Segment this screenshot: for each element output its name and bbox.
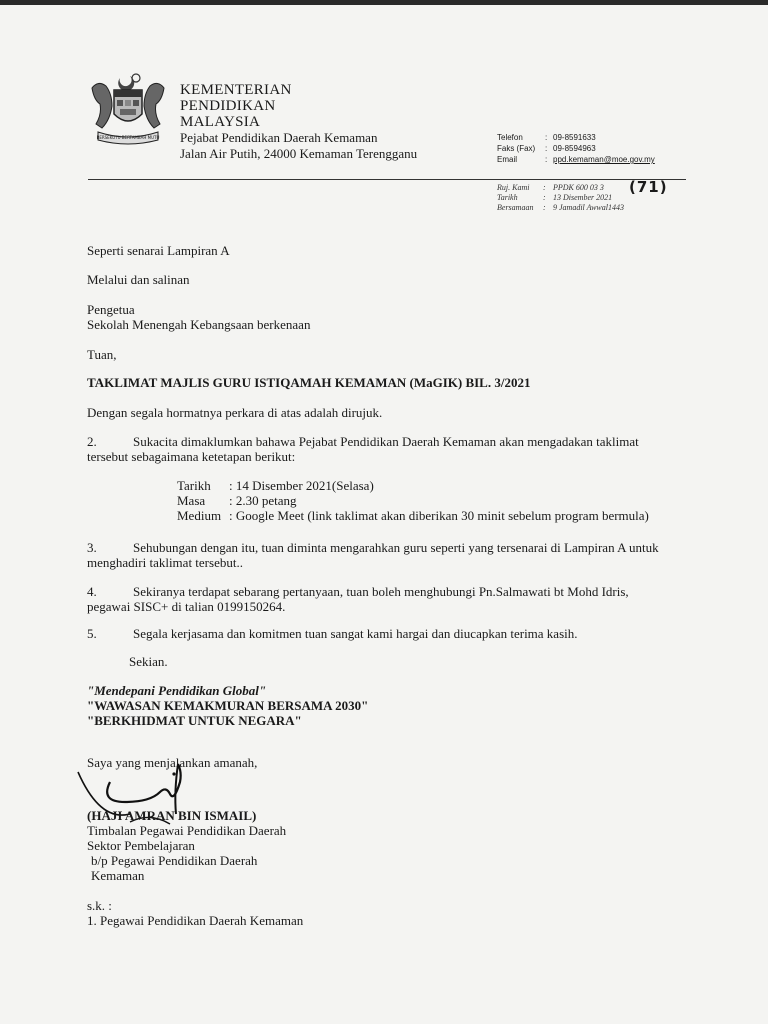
contact-fax: Faks (Fax) : 09-8594963 (497, 144, 596, 153)
addressee-title: Pengetua (87, 302, 135, 317)
cc-label: s.k. : (87, 898, 112, 913)
signatory-title: Timbalan Pegawai Pendidikan Daerah (87, 823, 287, 838)
reference-number: Ruj. Kami : PPDK 600 03 3 (497, 183, 604, 192)
paragraph-3-continuation: menghadiri taklimat tersebut.. (87, 555, 243, 570)
paragraph-5-text: Segala kerjasama dan komitmen tuan sangat kami hargai dan diucapkan terima kasih. (133, 626, 578, 641)
paragraph-2-number: 2. (87, 434, 97, 449)
contact-phone: Telefon : 09-8591633 (497, 133, 596, 142)
copy-line: Melalui dan salinan (87, 272, 190, 287)
motto-1: "Mendepani Pendidikan Global" (87, 683, 267, 698)
office-street: Jalan Air Putih, 24000 Kemaman Terengganu (180, 146, 418, 161)
office-name: Pejabat Pendidikan Daerah Kemaman (180, 130, 378, 145)
reference-hijri-date: Bersamaan : 9 Jamadil Awwal1443 (497, 203, 624, 212)
reference-date: Tarikh : 13 Disember 2021 (497, 193, 613, 202)
detail-date: Tarikh : 14 Disember 2021(Selasa) (177, 478, 374, 493)
addressee-school: Sekolah Menengah Kebangsaan berkenaan (87, 317, 311, 332)
subject-heading: TAKLIMAT MAJLIS GURU ISTIQAMAH KEMAMAN (MaGIK) BIL. 3/2021 (87, 375, 531, 390)
paragraph-2-line: Sukacita dimaklumkan bahawa Pejabat Pendidikan Daerah Kemaman akan mengadakan taklimat (133, 434, 639, 449)
reference-block (497, 183, 624, 213)
ministry-line: MALAYSIA (180, 114, 261, 130)
paragraph-3-line: Sehubungan dengan itu, tuan diminta mengarahkan guru seperti yang tersenarai di Lampiran A untuk (133, 540, 659, 555)
paragraph-1: Dengan segala hormatnya perkara di atas adalah dirujuk. (87, 405, 383, 420)
handwritten-reference: (71) (629, 178, 668, 196)
signatory-district: Kemaman (91, 868, 145, 883)
paragraph-3-number: 3. (87, 540, 97, 555)
paragraph-2-continuation: tersebut sebagaimana ketetapan berikut: (87, 449, 296, 464)
letterhead-divider (88, 179, 686, 180)
motto-3: "BERKHIDMAT UNTUK NEGARA" (87, 713, 302, 728)
contact-block (497, 132, 655, 165)
paragraph-5-number: 5. (87, 626, 97, 641)
ministry-name (180, 82, 292, 130)
coat-of-arms-logo (84, 70, 172, 148)
motto-2: "WAWASAN KEMAKMURAN BERSAMA 2030" (87, 698, 369, 713)
email-link[interactable]: ppd.kemaman@moe.gov.my (553, 155, 655, 164)
signatory-name: (HAJI AMRAN BIN ISMAIL) (87, 808, 257, 823)
closing: Sekian. (129, 654, 168, 669)
office-address (180, 130, 417, 162)
cc-item: 1. Pegawai Pendidikan Daerah Kemaman (87, 913, 304, 928)
signatory-sector: Sektor Pembelajaran (87, 838, 195, 853)
ministry-line: PENDIDIKAN (180, 98, 276, 114)
svg-text:BERSEKUTU BERTAMBAH MUTU: BERSEKUTU BERTAMBAH MUTU (96, 135, 160, 140)
contact-email: Email : ppd.kemaman@moe.gov.my (497, 155, 655, 164)
signatory-behalf: b/p Pegawai Pendidikan Daerah (91, 853, 258, 868)
detail-medium: Medium : Google Meet (link taklimat akan diberikan 30 minit sebelum program bermula) (177, 508, 649, 523)
detail-time: Masa : 2.30 petang (177, 493, 297, 508)
signoff-trust: Saya yang menjalankan amanah, (87, 755, 258, 770)
ministry-line: KEMENTERIAN (180, 82, 292, 98)
meeting-details (177, 478, 649, 523)
salutation: Tuan, (87, 347, 117, 362)
recipient-line: Seperti senarai Lampiran A (87, 243, 230, 258)
paragraph-4-continuation: pegawai SISC+ di talian 0199150264. (87, 599, 286, 614)
paragraph-4-line: Sekiranya terdapat sebarang pertanyaan, tuan boleh menghubungi Pn.Salmawati bt Mohd Idris, (133, 584, 629, 599)
paragraph-4-number: 4. (87, 584, 97, 599)
scan-top-edge (0, 0, 768, 5)
